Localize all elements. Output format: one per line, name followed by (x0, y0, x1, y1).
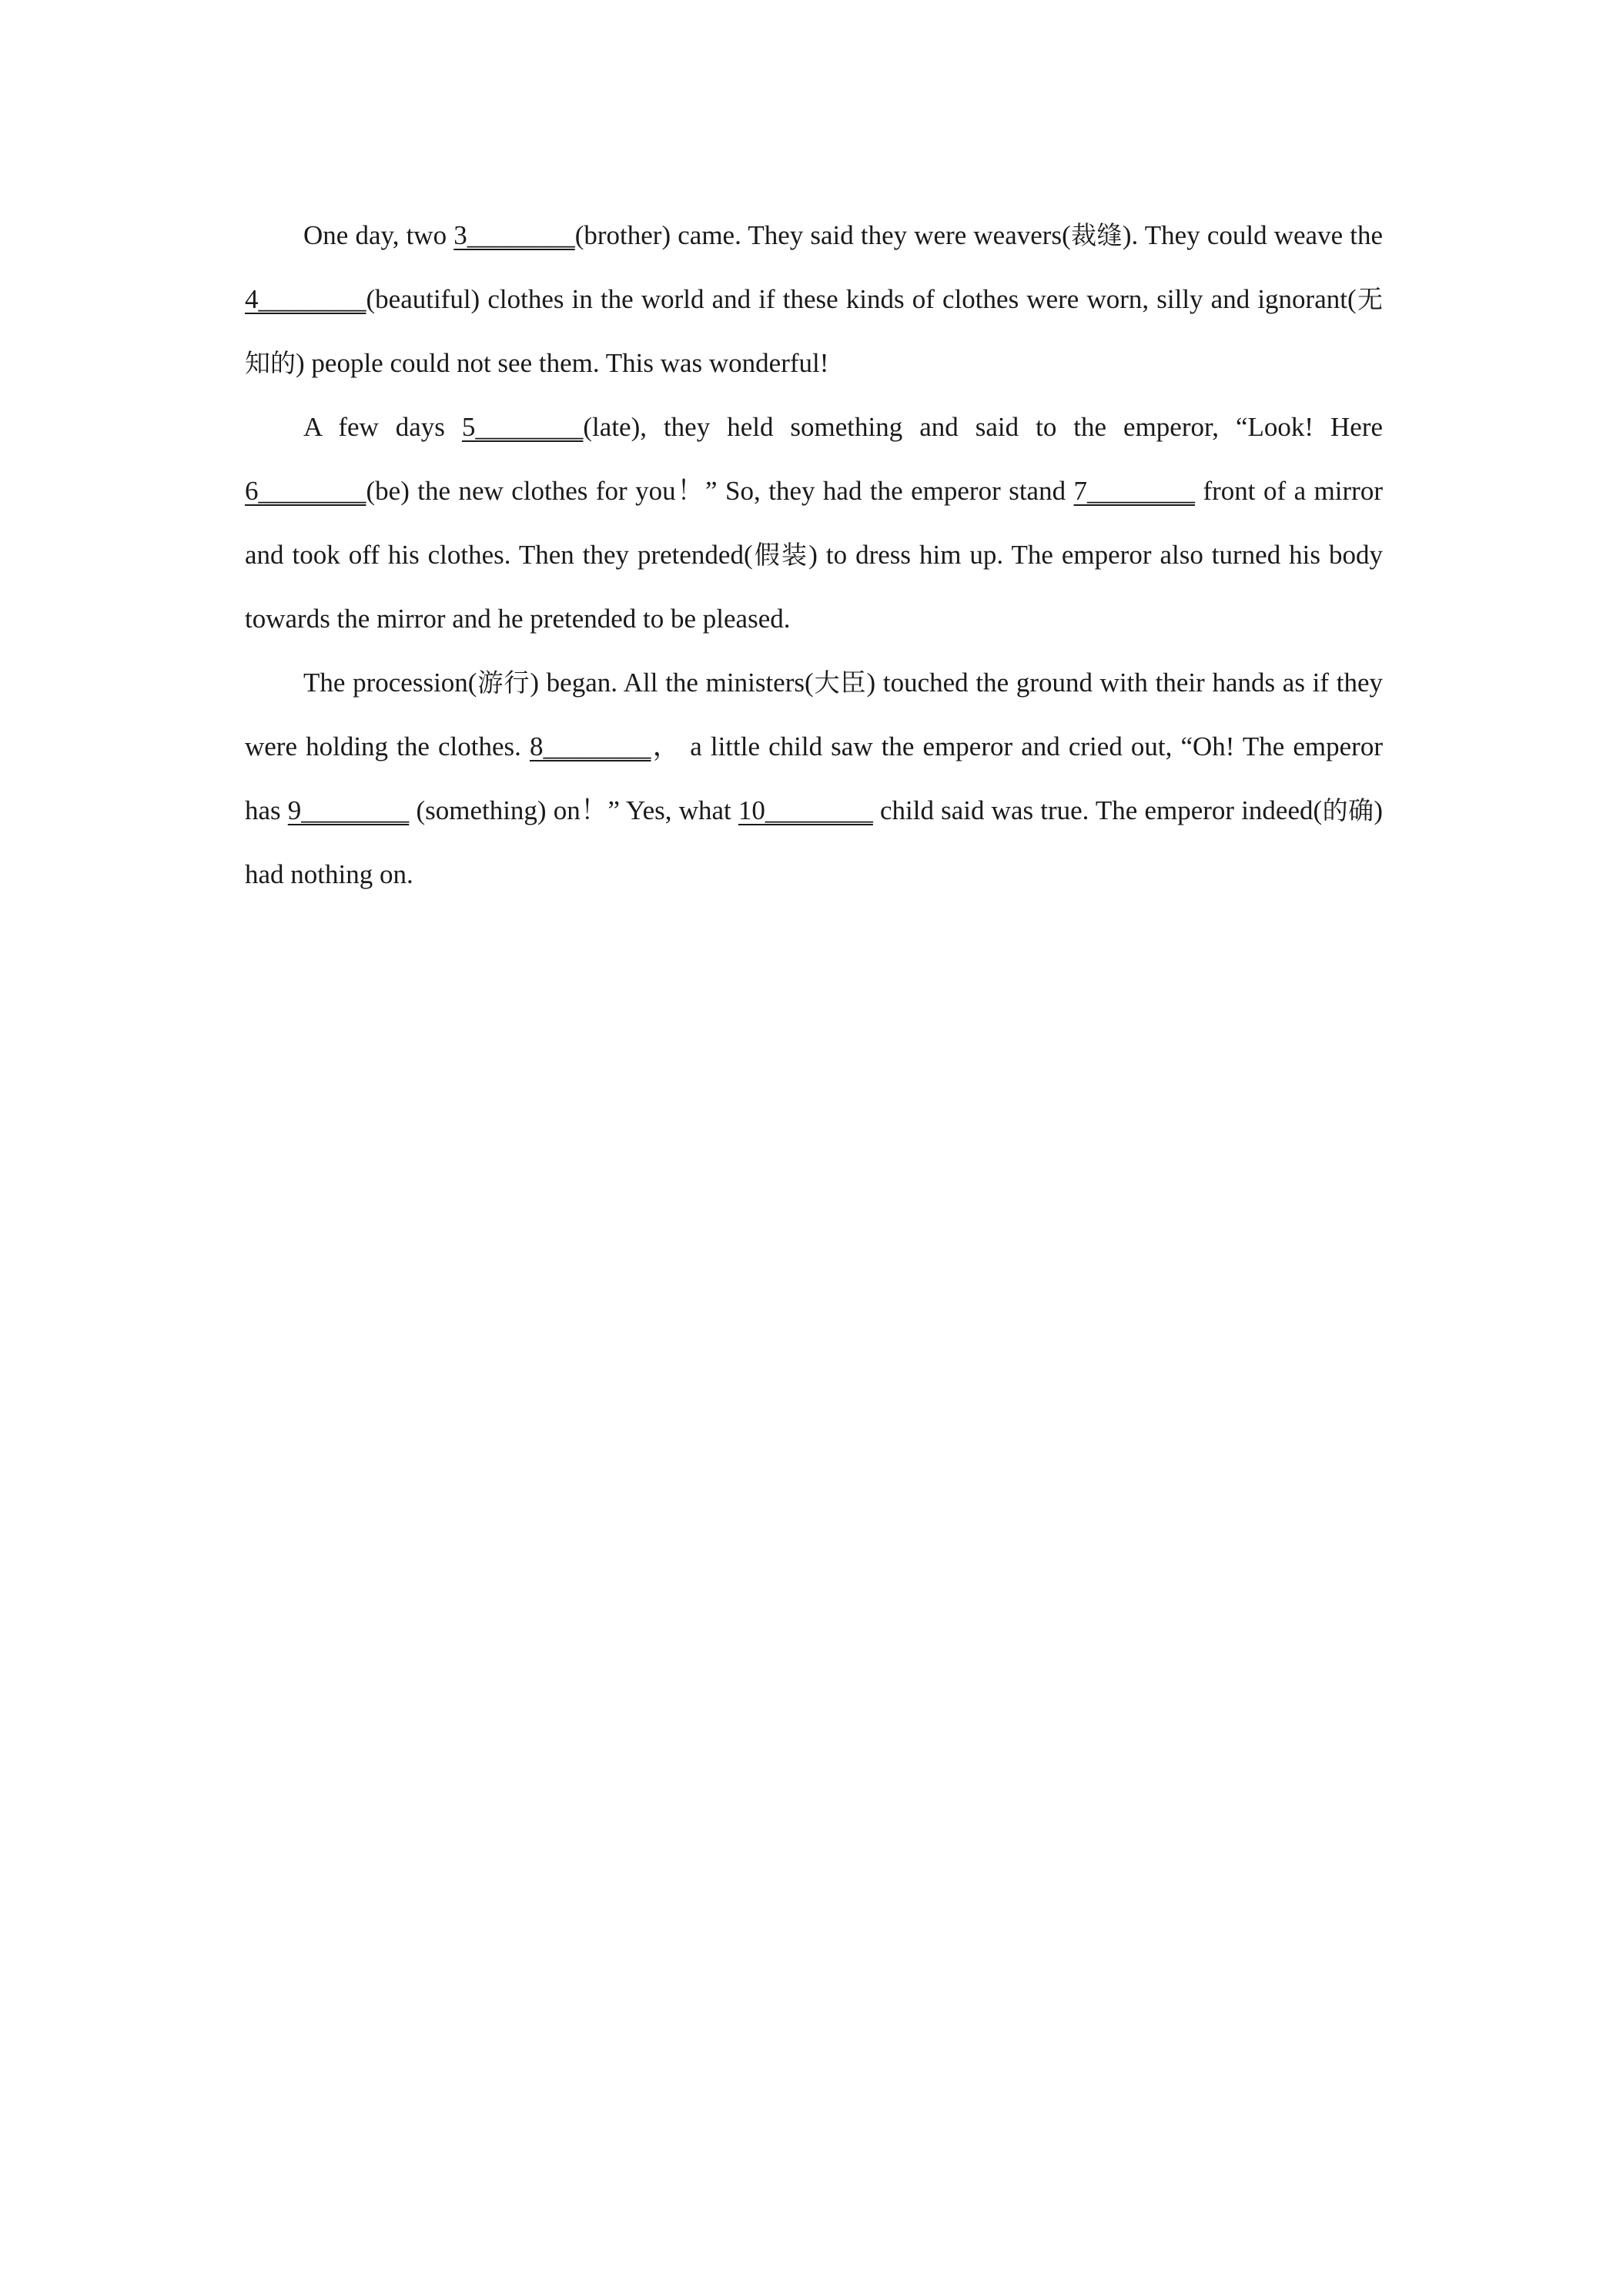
chinese-gloss: 裁缝 (1070, 220, 1123, 250)
text: ) touched the ground with their hands as if they were holding the clothes. (245, 668, 1384, 761)
blank-5: 5________ (461, 412, 584, 442)
text: One day, two (303, 220, 454, 250)
paragraph-1 (245, 203, 1383, 395)
text: ， a little child saw the emperor and cried out, “Oh! The emperor has (245, 731, 1383, 825)
blank-4: 4________ (245, 284, 366, 314)
chinese-gloss: 无知的 (245, 284, 1383, 378)
text: ) to dress him up. The emperor also turned his body towards the mirror and he pretended to be pleased. (245, 540, 1383, 634)
text: (something) on！” Yes, what (409, 795, 738, 825)
text: A few days (303, 412, 462, 442)
text: ) people could not see them. This was wonderful! (296, 348, 829, 378)
chinese-gloss: 大臣 (813, 668, 867, 698)
text: (brother) came. They said they were weavers( (574, 220, 1071, 250)
text: child said was true. The emperor indeed( (872, 795, 1323, 825)
text: (beautiful) clothes in the world and if these kinds of clothes were worn, silly and ignorant( (366, 284, 1357, 314)
paragraph-3 (245, 651, 1383, 906)
text: ). They could weave the (1122, 220, 1384, 250)
blank-9: 9________ (287, 795, 410, 825)
text: front of a mirror and took off his clothes. Then they pretended( (245, 476, 1383, 570)
text: The procession( (303, 668, 477, 698)
text: ) began. All the ministers( (530, 668, 814, 698)
chinese-gloss: 的确 (1322, 795, 1374, 825)
document-page (245, 203, 1383, 906)
chinese-gloss: 游行 (477, 668, 530, 698)
blank-6: 6________ (245, 476, 366, 506)
chinese-gloss: 假装 (752, 540, 809, 570)
text: (be) the new clothes for you！” So, they had the emperor stand (366, 476, 1074, 506)
text: ) had nothing on. (245, 795, 1384, 889)
blank-10: 10________ (738, 795, 873, 825)
blank-7: 7________ (1073, 476, 1196, 506)
blank-8: 8________ (529, 731, 651, 761)
paragraph-2 (245, 395, 1383, 651)
blank-3: 3________ (453, 220, 575, 250)
text: (late), they held something and said to the emperor, “Look! Here (583, 412, 1384, 442)
